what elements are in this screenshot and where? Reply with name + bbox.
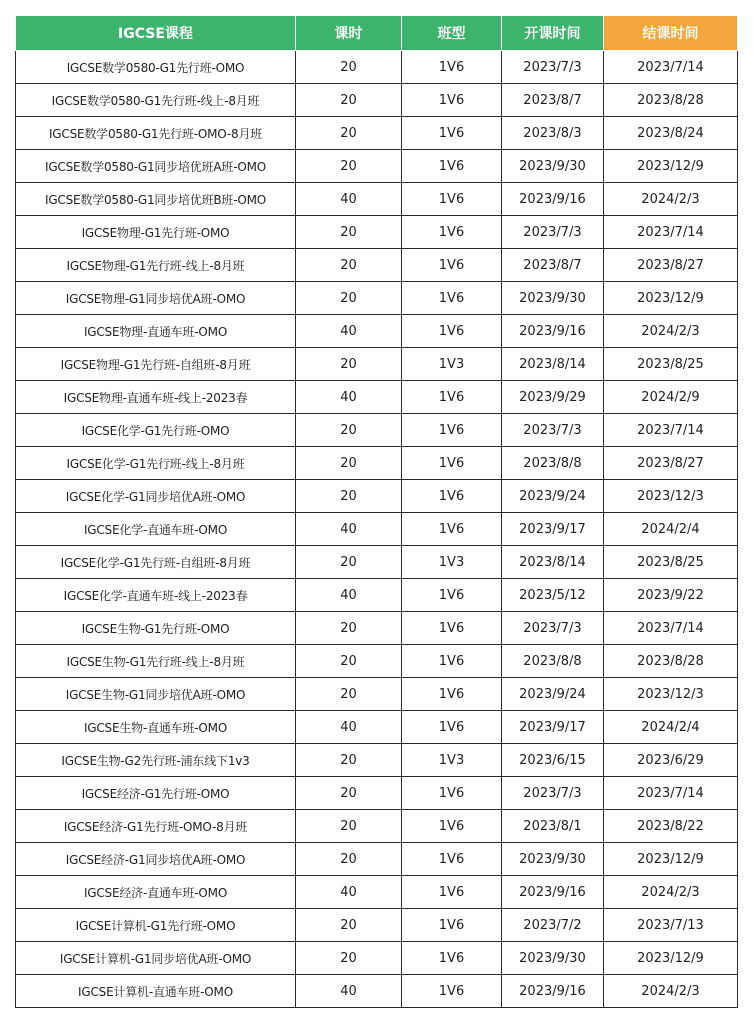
- cell-start-date: 2023/9/30: [502, 942, 604, 975]
- cell-start-date: 2023/9/24: [502, 678, 604, 711]
- cell-end-date: 2023/8/24: [604, 117, 738, 150]
- cell-hours: 20: [296, 348, 402, 381]
- cell-course-name: IGCSE生物-G1先行班-线上-8月班: [16, 645, 296, 678]
- cell-end-date: 2024/2/3: [604, 975, 738, 1008]
- cell-hours: 20: [296, 810, 402, 843]
- column-header-course: IGCSE课程: [16, 16, 296, 51]
- cell-start-date: 2023/8/7: [502, 249, 604, 282]
- cell-class-type: 1V6: [402, 249, 502, 282]
- cell-hours: 20: [296, 84, 402, 117]
- cell-class-type: 1V6: [402, 117, 502, 150]
- cell-class-type: 1V6: [402, 315, 502, 348]
- cell-end-date: 2023/8/27: [604, 447, 738, 480]
- table-row: [16, 480, 738, 513]
- cell-class-type: 1V6: [402, 711, 502, 744]
- cell-course-name: IGCSE经济-G1先行班-OMO: [16, 777, 296, 810]
- cell-end-date: 2023/7/14: [604, 414, 738, 447]
- table-row: [16, 414, 738, 447]
- cell-class-type: 1V6: [402, 513, 502, 546]
- cell-class-type: 1V3: [402, 744, 502, 777]
- table-row: [16, 876, 738, 909]
- cell-hours: 20: [296, 645, 402, 678]
- cell-course-name: IGCSE化学-G1先行班-自组班-8月班: [16, 546, 296, 579]
- table-header-row: [16, 16, 738, 51]
- cell-start-date: 2023/9/16: [502, 975, 604, 1008]
- table-row: [16, 381, 738, 414]
- column-header-start-date: 开课时间: [502, 16, 604, 51]
- cell-course-name: IGCSE物理-G1先行班-自组班-8月班: [16, 348, 296, 381]
- table-row: [16, 282, 738, 315]
- cell-course-name: IGCSE物理-G1先行班-线上-8月班: [16, 249, 296, 282]
- cell-end-date: 2023/7/14: [604, 777, 738, 810]
- table-row: [16, 678, 738, 711]
- table-row: [16, 513, 738, 546]
- cell-class-type: 1V6: [402, 84, 502, 117]
- cell-hours: 20: [296, 282, 402, 315]
- cell-class-type: 1V6: [402, 183, 502, 216]
- cell-end-date: 2023/12/9: [604, 282, 738, 315]
- cell-course-name: IGCSE生物-G1同步培优A班-OMO: [16, 678, 296, 711]
- cell-end-date: 2023/8/28: [604, 645, 738, 678]
- cell-start-date: 2023/8/14: [502, 546, 604, 579]
- cell-course-name: IGCSE数学0580-G1同步培优班A班-OMO: [16, 150, 296, 183]
- table-row: [16, 645, 738, 678]
- table-row: [16, 216, 738, 249]
- cell-hours: 40: [296, 315, 402, 348]
- cell-end-date: 2024/2/4: [604, 711, 738, 744]
- cell-start-date: 2023/6/15: [502, 744, 604, 777]
- cell-hours: 20: [296, 612, 402, 645]
- cell-end-date: 2023/8/27: [604, 249, 738, 282]
- cell-start-date: 2023/9/17: [502, 711, 604, 744]
- cell-course-name: IGCSE生物-直通车班-OMO: [16, 711, 296, 744]
- cell-start-date: 2023/8/8: [502, 447, 604, 480]
- column-header-end-date: 结课时间: [604, 16, 738, 51]
- cell-hours: 20: [296, 777, 402, 810]
- cell-class-type: 1V6: [402, 579, 502, 612]
- cell-hours: 40: [296, 183, 402, 216]
- table-row: [16, 84, 738, 117]
- cell-end-date: 2023/12/9: [604, 942, 738, 975]
- cell-course-name: IGCSE物理-直通车班-线上-2023春: [16, 381, 296, 414]
- cell-course-name: IGCSE数学0580-G1先行班-线上-8月班: [16, 84, 296, 117]
- cell-hours: 20: [296, 942, 402, 975]
- table-row: [16, 975, 738, 1008]
- table-row: [16, 249, 738, 282]
- cell-hours: 40: [296, 513, 402, 546]
- cell-course-name: IGCSE物理-直通车班-OMO: [16, 315, 296, 348]
- cell-course-name: IGCSE生物-G1先行班-OMO: [16, 612, 296, 645]
- cell-course-name: IGCSE数学0580-G1先行班-OMO: [16, 51, 296, 84]
- cell-class-type: 1V6: [402, 414, 502, 447]
- table-body: [16, 51, 738, 1008]
- cell-end-date: 2023/8/28: [604, 84, 738, 117]
- cell-start-date: 2023/7/3: [502, 414, 604, 447]
- cell-end-date: 2023/8/25: [604, 546, 738, 579]
- table-row: [16, 744, 738, 777]
- cell-end-date: 2024/2/3: [604, 183, 738, 216]
- cell-course-name: IGCSE物理-G1同步培优A班-OMO: [16, 282, 296, 315]
- table-row: [16, 711, 738, 744]
- cell-start-date: 2023/8/1: [502, 810, 604, 843]
- cell-start-date: 2023/9/30: [502, 282, 604, 315]
- cell-hours: 20: [296, 480, 402, 513]
- cell-end-date: 2023/8/25: [604, 348, 738, 381]
- cell-hours: 20: [296, 909, 402, 942]
- cell-start-date: 2023/9/30: [502, 150, 604, 183]
- cell-end-date: 2023/7/14: [604, 51, 738, 84]
- cell-class-type: 1V6: [402, 942, 502, 975]
- cell-course-name: IGCSE物理-G1先行班-OMO: [16, 216, 296, 249]
- cell-course-name: IGCSE经济-G1先行班-OMO-8月班: [16, 810, 296, 843]
- cell-course-name: IGCSE数学0580-G1先行班-OMO-8月班: [16, 117, 296, 150]
- cell-class-type: 1V6: [402, 282, 502, 315]
- cell-class-type: 1V6: [402, 150, 502, 183]
- cell-end-date: 2023/7/13: [604, 909, 738, 942]
- table-row: [16, 942, 738, 975]
- cell-course-name: IGCSE化学-G1先行班-OMO: [16, 414, 296, 447]
- cell-course-name: IGCSE化学-G1同步培优A班-OMO: [16, 480, 296, 513]
- cell-course-name: IGCSE计算机-G1先行班-OMO: [16, 909, 296, 942]
- cell-hours: 20: [296, 744, 402, 777]
- cell-class-type: 1V6: [402, 777, 502, 810]
- cell-hours: 20: [296, 51, 402, 84]
- table-row: [16, 777, 738, 810]
- cell-start-date: 2023/9/24: [502, 480, 604, 513]
- cell-start-date: 2023/8/3: [502, 117, 604, 150]
- cell-start-date: 2023/8/14: [502, 348, 604, 381]
- column-header-hours: 课时: [296, 16, 402, 51]
- cell-class-type: 1V6: [402, 810, 502, 843]
- table-row: [16, 810, 738, 843]
- cell-hours: 40: [296, 876, 402, 909]
- cell-start-date: 2023/7/3: [502, 777, 604, 810]
- cell-end-date: 2023/9/22: [604, 579, 738, 612]
- cell-start-date: 2023/9/16: [502, 183, 604, 216]
- cell-hours: 20: [296, 414, 402, 447]
- cell-course-name: IGCSE生物-G2先行班-浦东线下1v3: [16, 744, 296, 777]
- cell-hours: 20: [296, 546, 402, 579]
- table-row: [16, 546, 738, 579]
- cell-class-type: 1V6: [402, 876, 502, 909]
- table-row: [16, 150, 738, 183]
- cell-end-date: 2023/12/3: [604, 678, 738, 711]
- cell-hours: 20: [296, 216, 402, 249]
- cell-course-name: IGCSE计算机-G1同步培优A班-OMO: [16, 942, 296, 975]
- cell-end-date: 2024/2/9: [604, 381, 738, 414]
- cell-start-date: 2023/7/3: [502, 216, 604, 249]
- cell-start-date: 2023/9/16: [502, 876, 604, 909]
- cell-course-name: IGCSE经济-G1同步培优A班-OMO: [16, 843, 296, 876]
- cell-course-name: IGCSE数学0580-G1同步培优班B班-OMO: [16, 183, 296, 216]
- cell-hours: 40: [296, 579, 402, 612]
- cell-start-date: 2023/9/16: [502, 315, 604, 348]
- table-row: [16, 315, 738, 348]
- cell-course-name: IGCSE经济-直通车班-OMO: [16, 876, 296, 909]
- cell-class-type: 1V6: [402, 447, 502, 480]
- cell-end-date: 2023/7/14: [604, 216, 738, 249]
- cell-class-type: 1V6: [402, 645, 502, 678]
- cell-start-date: 2023/8/8: [502, 645, 604, 678]
- cell-start-date: 2023/5/12: [502, 579, 604, 612]
- cell-hours: 20: [296, 117, 402, 150]
- table-row: [16, 51, 738, 84]
- cell-class-type: 1V6: [402, 843, 502, 876]
- cell-class-type: 1V3: [402, 546, 502, 579]
- cell-class-type: 1V6: [402, 612, 502, 645]
- cell-class-type: 1V6: [402, 480, 502, 513]
- cell-class-type: 1V6: [402, 51, 502, 84]
- cell-end-date: 2024/2/3: [604, 315, 738, 348]
- cell-class-type: 1V6: [402, 975, 502, 1008]
- course-schedule-table: [15, 15, 738, 1008]
- cell-class-type: 1V6: [402, 216, 502, 249]
- cell-end-date: 2023/12/9: [604, 843, 738, 876]
- cell-start-date: 2023/9/17: [502, 513, 604, 546]
- cell-end-date: 2024/2/3: [604, 876, 738, 909]
- cell-hours: 40: [296, 381, 402, 414]
- cell-hours: 20: [296, 150, 402, 183]
- table-row: [16, 612, 738, 645]
- cell-hours: 20: [296, 678, 402, 711]
- cell-start-date: 2023/9/30: [502, 843, 604, 876]
- cell-start-date: 2023/7/3: [502, 51, 604, 84]
- cell-class-type: 1V3: [402, 348, 502, 381]
- column-header-class-type: 班型: [402, 16, 502, 51]
- table-row: [16, 579, 738, 612]
- cell-course-name: IGCSE化学-G1先行班-线上-8月班: [16, 447, 296, 480]
- cell-end-date: 2023/8/22: [604, 810, 738, 843]
- cell-course-name: IGCSE化学-直通车班-OMO: [16, 513, 296, 546]
- cell-hours: 20: [296, 249, 402, 282]
- cell-hours: 40: [296, 975, 402, 1008]
- cell-course-name: IGCSE化学-直通车班-线上-2023春: [16, 579, 296, 612]
- cell-end-date: 2023/12/9: [604, 150, 738, 183]
- cell-hours: 20: [296, 447, 402, 480]
- cell-start-date: 2023/7/2: [502, 909, 604, 942]
- cell-start-date: 2023/9/29: [502, 381, 604, 414]
- cell-class-type: 1V6: [402, 381, 502, 414]
- cell-start-date: 2023/8/7: [502, 84, 604, 117]
- cell-end-date: 2024/2/4: [604, 513, 738, 546]
- cell-class-type: 1V6: [402, 678, 502, 711]
- cell-hours: 40: [296, 711, 402, 744]
- table-row: [16, 348, 738, 381]
- cell-class-type: 1V6: [402, 909, 502, 942]
- cell-course-name: IGCSE计算机-直通车班-OMO: [16, 975, 296, 1008]
- table-row: [16, 117, 738, 150]
- cell-end-date: 2023/6/29: [604, 744, 738, 777]
- cell-end-date: 2023/12/3: [604, 480, 738, 513]
- cell-hours: 20: [296, 843, 402, 876]
- cell-end-date: 2023/7/14: [604, 612, 738, 645]
- cell-start-date: 2023/7/3: [502, 612, 604, 645]
- table-row: [16, 447, 738, 480]
- table-row: [16, 909, 738, 942]
- table-row: [16, 843, 738, 876]
- table-row: [16, 183, 738, 216]
